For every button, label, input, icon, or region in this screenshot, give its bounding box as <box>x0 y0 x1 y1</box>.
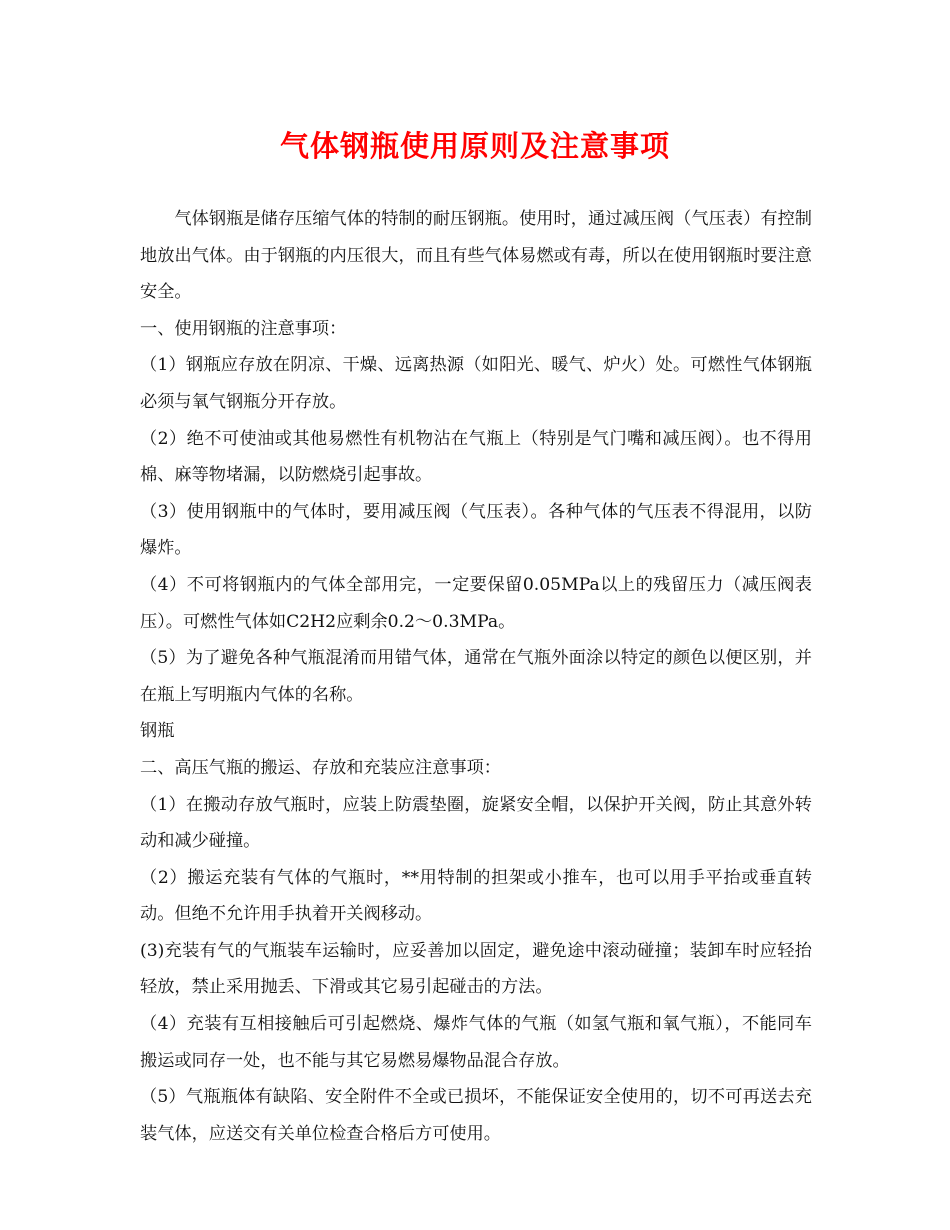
section1-item-2: （2）绝不可使油或其他易燃性有机物沾在气瓶上（特别是气门嘴和减压阀）。也不得用棉、麻等物堵漏，以防燃烧引起事故。 <box>140 428 812 486</box>
section2-item-5: （5）气瓶瓶体有缺陷、安全附件不全或已损坏，不能保证安全使用的，切不可再送去充装气体，应送交有关单位检查合格后方可使用。 <box>140 1087 812 1144</box>
section1-item-4: （4）不可将钢瓶内的气体全部用完，一定要保留0.05MPa以上的残留压力（减压阀表压）。可燃性气体如C2H2应剩余0.2～0.3MPa。 <box>140 574 812 632</box>
section2-item-2: （2）搬运充装有气体的气瓶时，**用特制的担架或小推车，也可以用手平抬或垂直转动。但绝不允许用手执着开关阀移动。 <box>140 867 812 925</box>
intro-paragraph: 气体钢瓶是储存压缩气体的特制的耐压钢瓶。使用时，通过减压阀（气压表）有控制地放出气体。由于钢瓶的内压很大，而且有些气体易燃或有毒，所以在使用钢瓶时要注意安全。 <box>140 209 812 303</box>
section1-item-1: （1）钢瓶应存放在阴凉、干燥、远离热源（如阳光、暖气、炉火）处。可燃性气体钢瓶必须与氧气钢瓶分开存放。 <box>140 355 812 412</box>
section-heading-1: 一、使用钢瓶的注意事项： <box>140 318 347 339</box>
section-heading-2: 二、高压气瓶的搬运、存放和充装应注意事项： <box>140 757 501 778</box>
section2-item-3: (3)充装有气的气瓶装车运输时，应妥善加以固定，避免途中滚动碰撞；装卸车时应轻抬轻放，禁止采用抛丢、下滑或其它易引起碰击的方法。 <box>140 940 812 998</box>
standalone-label: 钢瓶 <box>140 721 175 742</box>
section2-item-4: （4）充装有互相接触后可引起燃烧、爆炸气体的气瓶（如氢气瓶和氧气瓶），不能同车搬运或同存一处，也不能与其它易燃易爆物品混合存放。 <box>140 1014 812 1071</box>
document-title: 气体钢瓶使用原则及注意事项 <box>279 129 670 163</box>
section1-item-5: （5）为了避免各种气瓶混淆而用错气体，通常在气瓶外面涂以特定的颜色以便区别，并在瓶上写明瓶内气体的名称。 <box>140 648 812 705</box>
section1-item-3: （3）使用钢瓶中的气体时，要用减压阀（气压表）。各种气体的气压表不得混用，以防爆炸。 <box>140 501 812 559</box>
section2-item-1: （1）在搬动存放气瓶时，应装上防震垫圈，旋紧安全帽，以保护开关阀，防止其意外转动和减少碰撞。 <box>140 794 812 852</box>
document-body <box>140 201 812 1152</box>
